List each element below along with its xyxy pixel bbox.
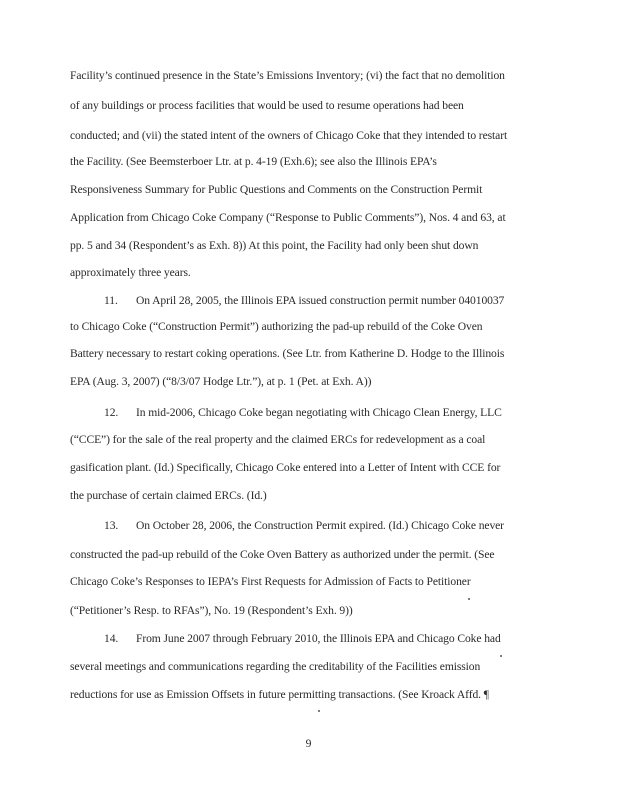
text-line: From June 2007 through February 2010, the Illinois EPA and Chicago Coke had	[136, 632, 501, 645]
text-line: Chicago Coke’s Responses to IEPA’s First Requests for Admission of Facts to Petitioner	[70, 575, 471, 588]
text-line: to Chicago Coke (“Construction Permit”) authorizing the pad-up rebuild of the Coke Oven	[70, 320, 483, 333]
text-line: In mid-2006, Chicago Coke began negotiating with Chicago Clean Energy, LLC	[136, 406, 502, 419]
paragraph-11-start	[104, 294, 504, 308]
text-line: Battery necessary to restart coking operations. (See Ltr. from Katherine D. Hodge to the Illinois	[70, 347, 505, 360]
text-line: Application from Chicago Coke Company (“Response to Public Comments”), Nos. 4 and 63, at	[70, 211, 506, 224]
paragraph-12-start	[104, 406, 502, 420]
text-line: gasification plant. (Id.) Specifically, Chicago Coke entered into a Letter of Intent with CCE for	[70, 461, 501, 474]
text-line: pp. 5 and 34 (Respondent’s as Exh. 8)) At this point, the Facility had only been shut down	[70, 239, 479, 252]
text-line: constructed the pad-up rebuild of the Coke Oven Battery as authorized under the permit. (See	[70, 548, 495, 561]
text-line: (“Petitioner’s Resp. to RFAs”), No. 19 (Respondent’s Exh. 9))	[70, 604, 353, 617]
text-line: On April 28, 2005, the Illinois EPA issued construction permit number 04010037	[136, 294, 505, 307]
scan-speck	[468, 598, 470, 600]
text-line: conducted; and (vii) the stated intent of the owners of Chicago Coke that they intended to restart	[70, 129, 508, 142]
text-line: the purchase of certain claimed ERCs. (Id.)	[70, 489, 267, 502]
paragraph-14-start	[104, 632, 501, 646]
text-line: of any buildings or process facilities that would be used to resume operations had been	[70, 99, 464, 112]
paragraph-number: 12.	[104, 406, 119, 419]
text-line: reductions for use as Emission Offsets in future permitting transactions. (See Kroack Affd. ¶	[70, 688, 489, 701]
paragraph-number: 11.	[104, 294, 118, 307]
text-line: EPA (Aug. 3, 2007) (“8/3/07 Hodge Ltr.”), at p. 1 (Pet. at Exh. A))	[70, 375, 372, 388]
text-line: several meetings and communications regarding the creditability of the Facilities emission	[70, 660, 481, 673]
paragraph-number: 13.	[104, 519, 119, 532]
text-line: Responsiveness Summary for Public Questions and Comments on the Construction Permit	[70, 183, 483, 196]
text-line: On October 28, 2006, the Construction Permit expired. (Id.) Chicago Coke never	[136, 519, 504, 532]
text-line: approximately three years.	[70, 266, 191, 279]
page-number: 9	[305, 737, 312, 750]
paragraph-13-start	[104, 519, 504, 533]
text-line: Facility’s continued presence in the State’s Emissions Inventory; (vi) the fact that no demolition	[70, 69, 505, 82]
text-line: (“CCE”) for the sale of the real property and the claimed ERCs for redevelopment as a coal	[70, 433, 486, 446]
scan-speck	[318, 710, 320, 712]
scan-speck	[500, 655, 502, 657]
text-line: the Facility. (See Beemsterboer Ltr. at p. 4-19 (Exh.6); see also the Illinois EPA’s	[70, 155, 437, 168]
paragraph-number: 14.	[104, 632, 119, 645]
